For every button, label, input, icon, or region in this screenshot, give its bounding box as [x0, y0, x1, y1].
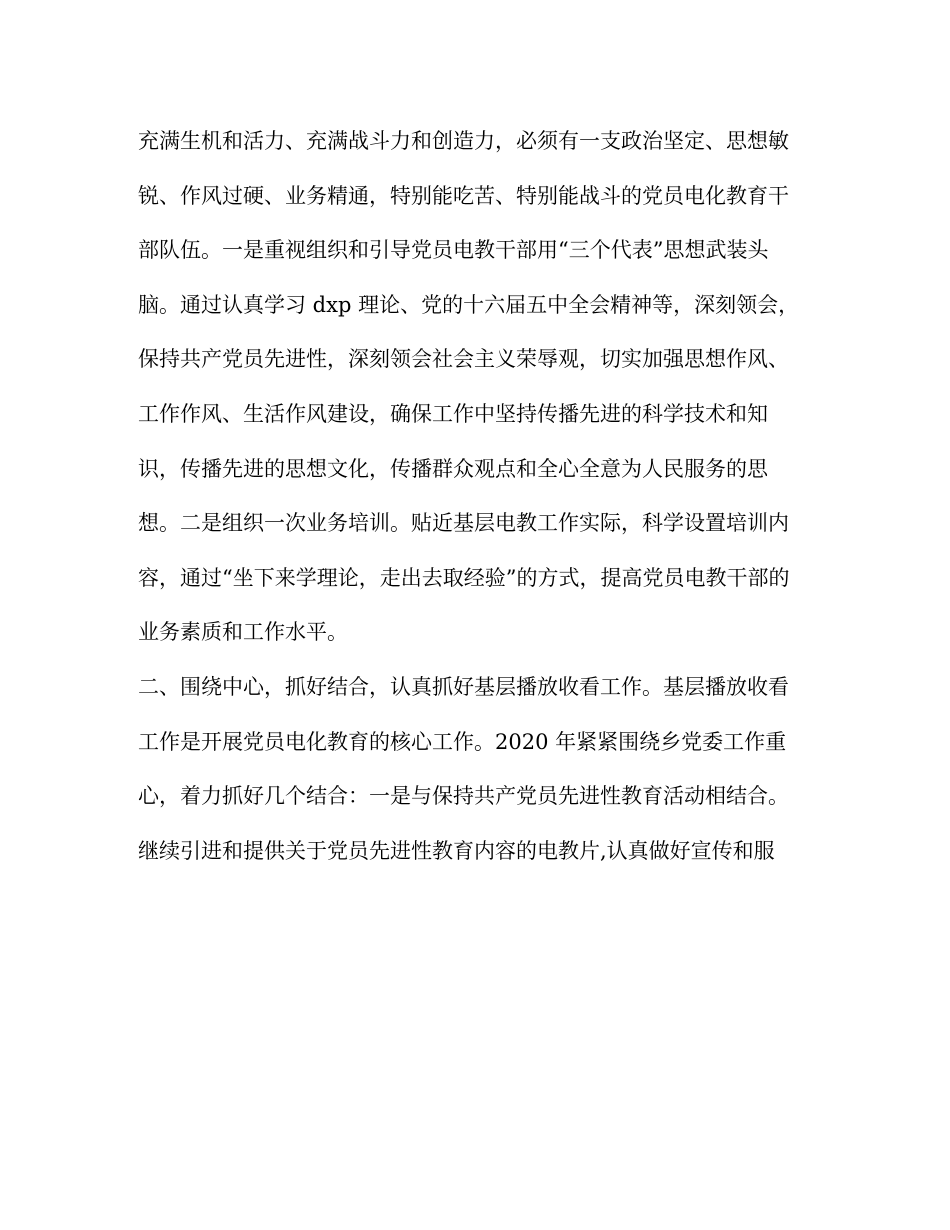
text-line: 保持共产党员先进性，深刻领会社会主义荣辱观，切实加强思想作风、	[138, 347, 789, 372]
text-line: 部队伍。一是重视组织和引导党员电教干部用“三个代表”思想武装头	[138, 238, 769, 263]
text-line: 工作是开展党员电化教育的核心工作。2020 年紧紧围绕乡党委工作重	[138, 729, 787, 754]
document-body	[138, 118, 828, 882]
text-line: 脑。通过认真学习 dxp 理论、党的十六届五中全会精神等，深刻领会，	[138, 292, 800, 317]
text-line: 心，着力抓好几个结合：一是与保持共产党员先进性教育活动相结合。	[138, 784, 789, 809]
text-line: 业务素质和工作水平。	[138, 620, 348, 645]
text-line: 锐、作风过硬、业务精通，特别能吃苦、特别能战斗的党员电化教育干	[138, 183, 789, 208]
text-line: 工作作风、生活作风建设，确保工作中坚持传播先进的科学技术和知	[138, 401, 768, 426]
text-line: 容，通过“坐下来学理论，走出去取经验”的方式，提高党员电教干部的	[138, 565, 790, 590]
text-line: 识，传播先进的思想文化，传播群众观点和全心全意为人民服务的思	[138, 456, 768, 481]
text-line: 充满生机和活力、充满战斗力和创造力，必须有一支政治坚定、思想敏	[138, 129, 789, 153]
text-line: 二、围绕中心，抓好结合，认真抓好基层播放收看工作。基层播放收看	[138, 674, 789, 699]
text-line: 继续引进和提供关于党员先进性教育内容的电教片,认真做好宣传和服	[138, 838, 775, 863]
text-line: 想。二是组织一次业务培训。贴近基层电教工作实际，科学设置培训内	[138, 511, 789, 536]
